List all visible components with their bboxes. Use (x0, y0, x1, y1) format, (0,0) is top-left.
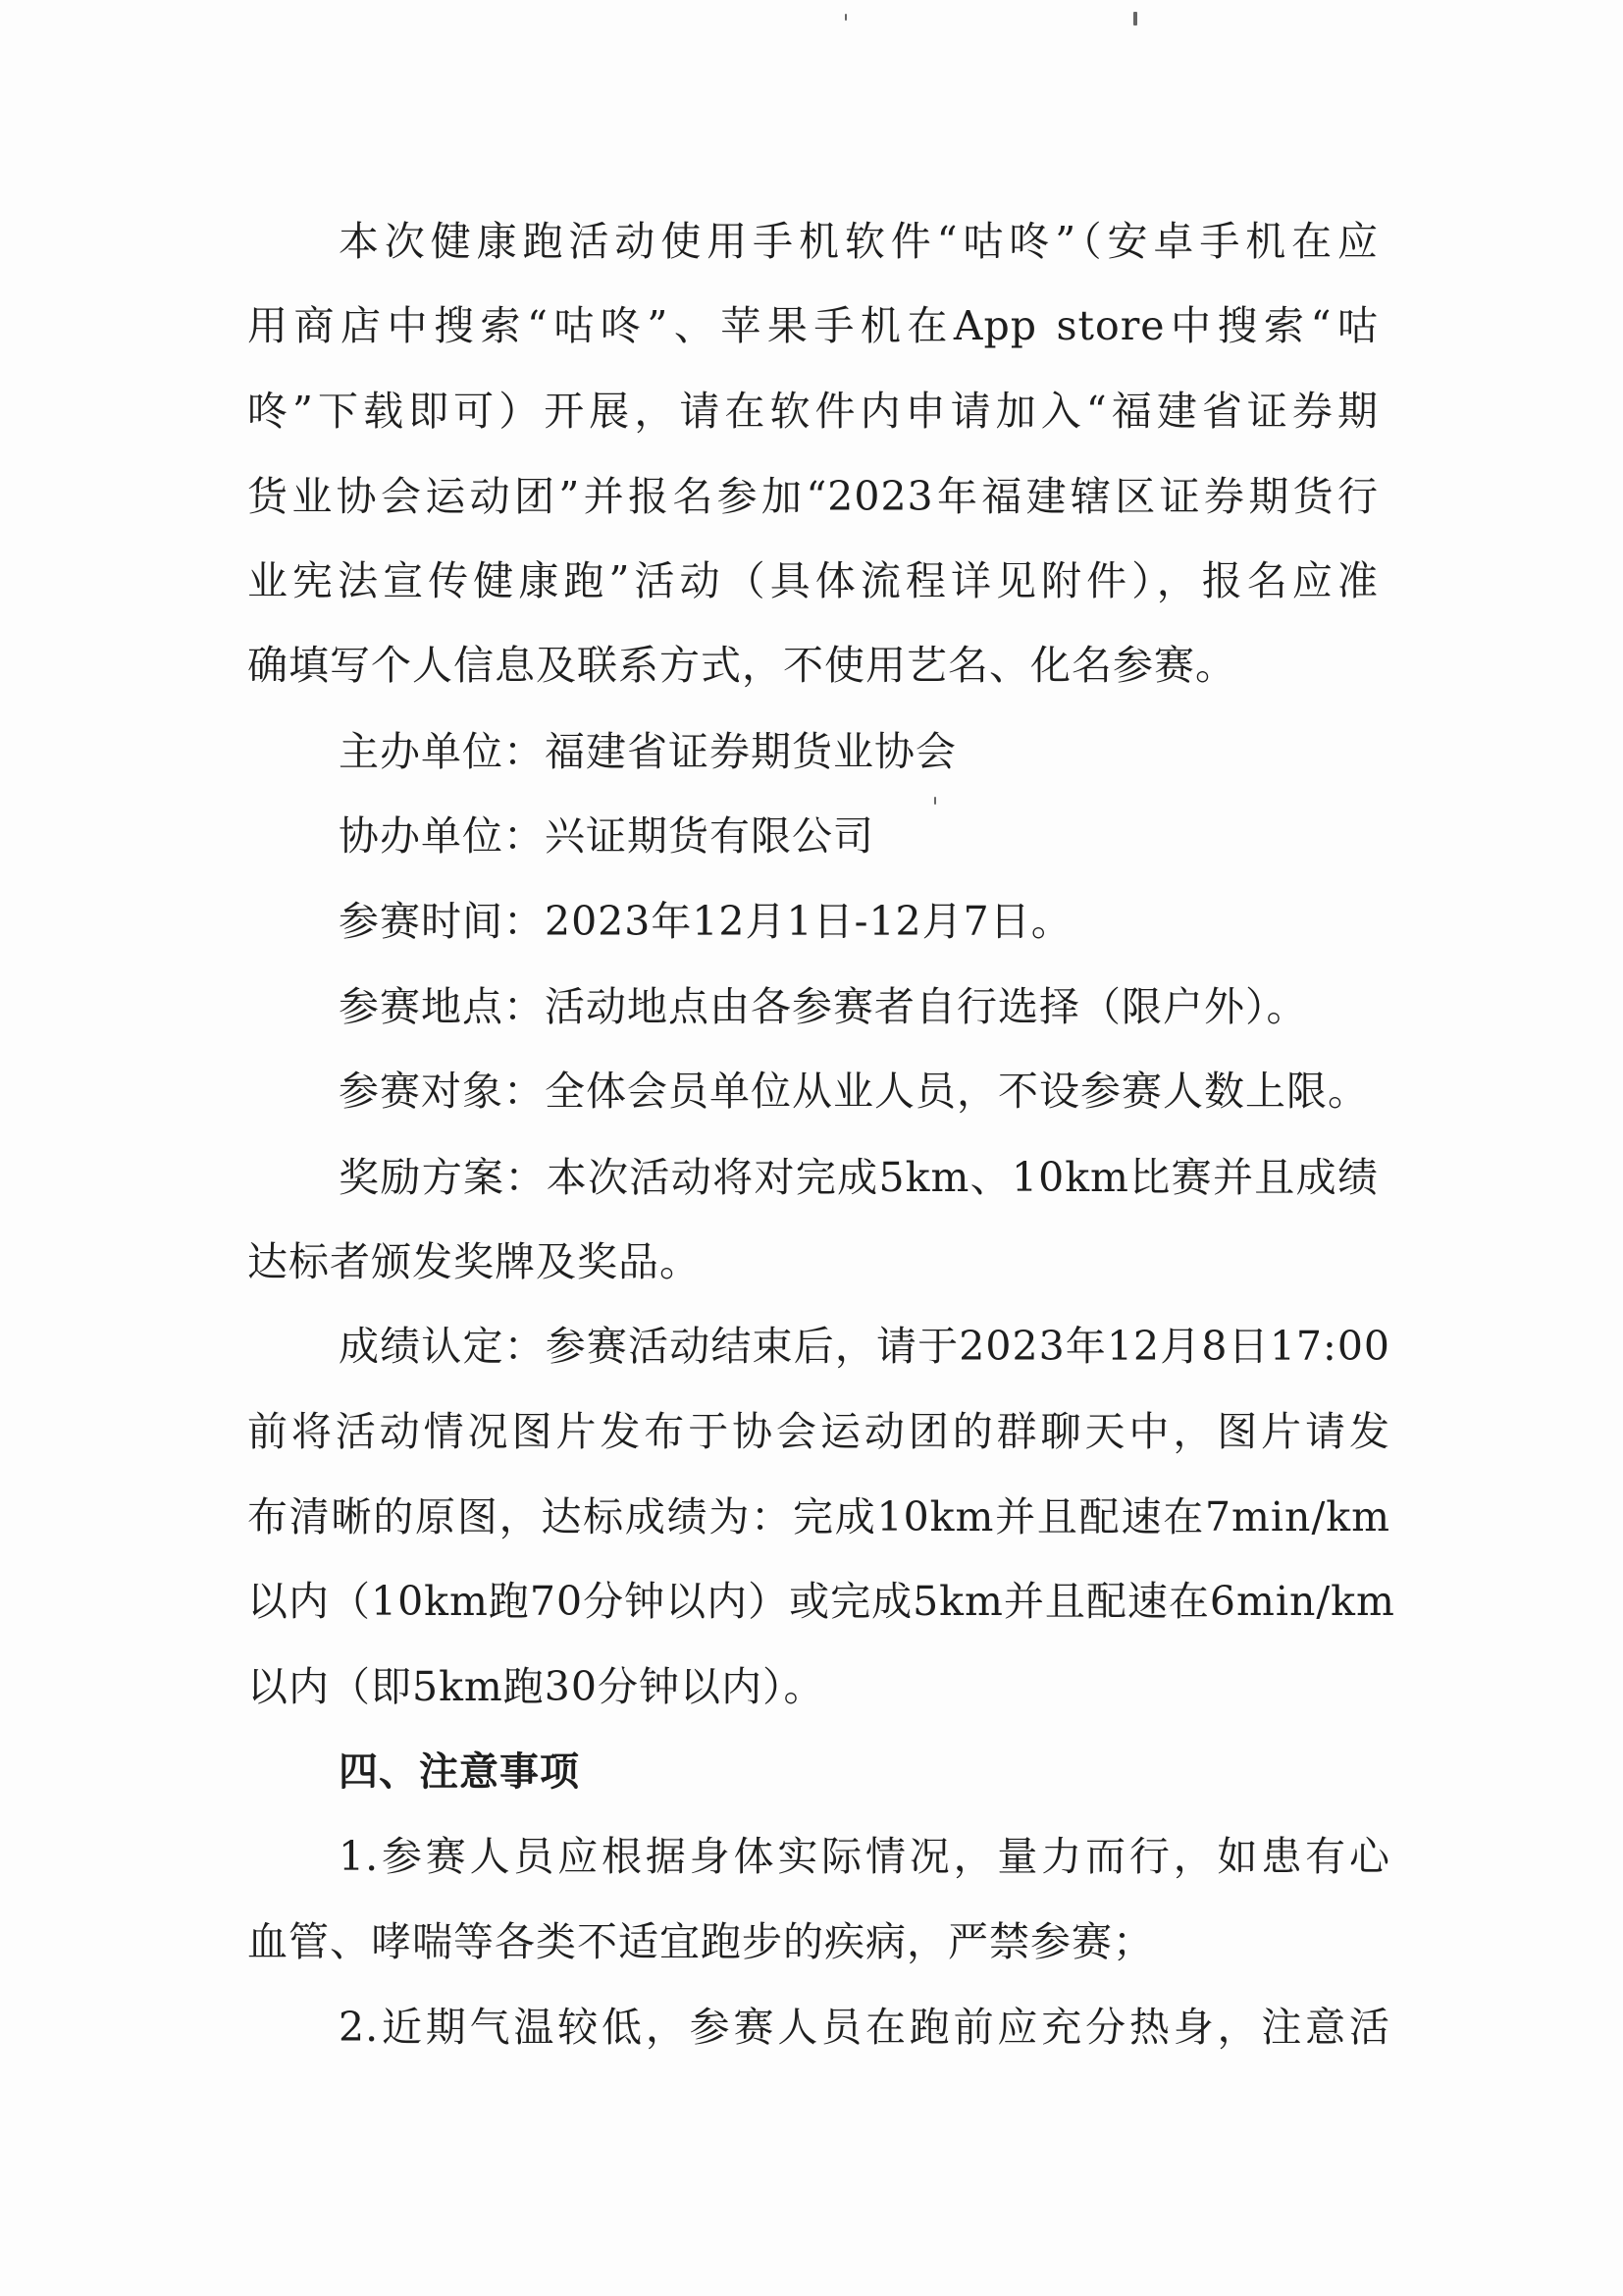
paragraph-line: 参赛对象：全体会员单位从业人员，不设参赛人数上限。 (339, 1068, 1369, 1115)
paragraph-line: 确填写个人信息及联系方式，不使用艺名、化名参赛。 (247, 642, 1236, 689)
paragraph-line: 达标者颁发奖牌及奖品。 (247, 1238, 701, 1285)
paragraph-line: 主办单位：福建省证券期货业协会 (339, 728, 957, 775)
paragraph-line: 参赛地点：活动地点由各参赛者自行选择（限户外）。 (339, 983, 1308, 1030)
paragraph-line: 血管、哮喘等各类不适宜跑步的疾病，严禁参赛； (247, 1918, 1154, 1965)
scan-speck (1133, 12, 1137, 26)
paragraph-line: 货业协会运动团”并报名参加“2023年福建辖区证券期货行 (247, 473, 1379, 520)
paragraph-line: 成绩认定：参赛活动结束后，请于2023年12月8日17:00 (339, 1323, 1390, 1370)
paragraph-line: 以内（即5km跑30分钟以内）。 (247, 1663, 825, 1710)
paragraph-line: 1.参赛人员应根据身体实际情况，量力而行，如患有心 (339, 1833, 1390, 1880)
paragraph-line: 咚”下载即可）开展，请在软件内申请加入“福建省证券期 (247, 388, 1379, 435)
paragraph-line: 布清晰的原图，达标成绩为：完成10km并且配速在7min/km (247, 1493, 1390, 1540)
paragraph-line: 2.近期气温较低，参赛人员在跑前应充分热身，注意活 (339, 2004, 1390, 2051)
paragraph-line: 以内（10km跑70分钟以内）或完成5km并且配速在6min/km (247, 1578, 1395, 1625)
paragraph-line: 参赛时间：2023年12月1日-12月7日。 (339, 898, 1073, 945)
paragraph-line: 用商店中搜索“咕咚”、苹果手机在App store中搜索“咕 (247, 302, 1379, 349)
paragraph-line: 前将活动情况图片发布于协会运动团的群聊天中，图片请发 (247, 1408, 1390, 1455)
paragraph-line: 奖励方案：本次活动将对完成5km、10km比赛并且成绩 (339, 1154, 1379, 1201)
paragraph-line: 业宪法宣传健康跑”活动（具体流程详见附件），报名应准 (247, 557, 1379, 604)
paragraph-line: 协办单位：兴证期货有限公司 (339, 812, 874, 860)
scan-speck (934, 797, 936, 805)
paragraph-line: 本次健康跑活动使用手机软件“咕咚”（安卓手机在应 (339, 218, 1379, 265)
section-heading: 四、注意事项 (339, 1749, 580, 1795)
scan-speck (845, 14, 847, 21)
